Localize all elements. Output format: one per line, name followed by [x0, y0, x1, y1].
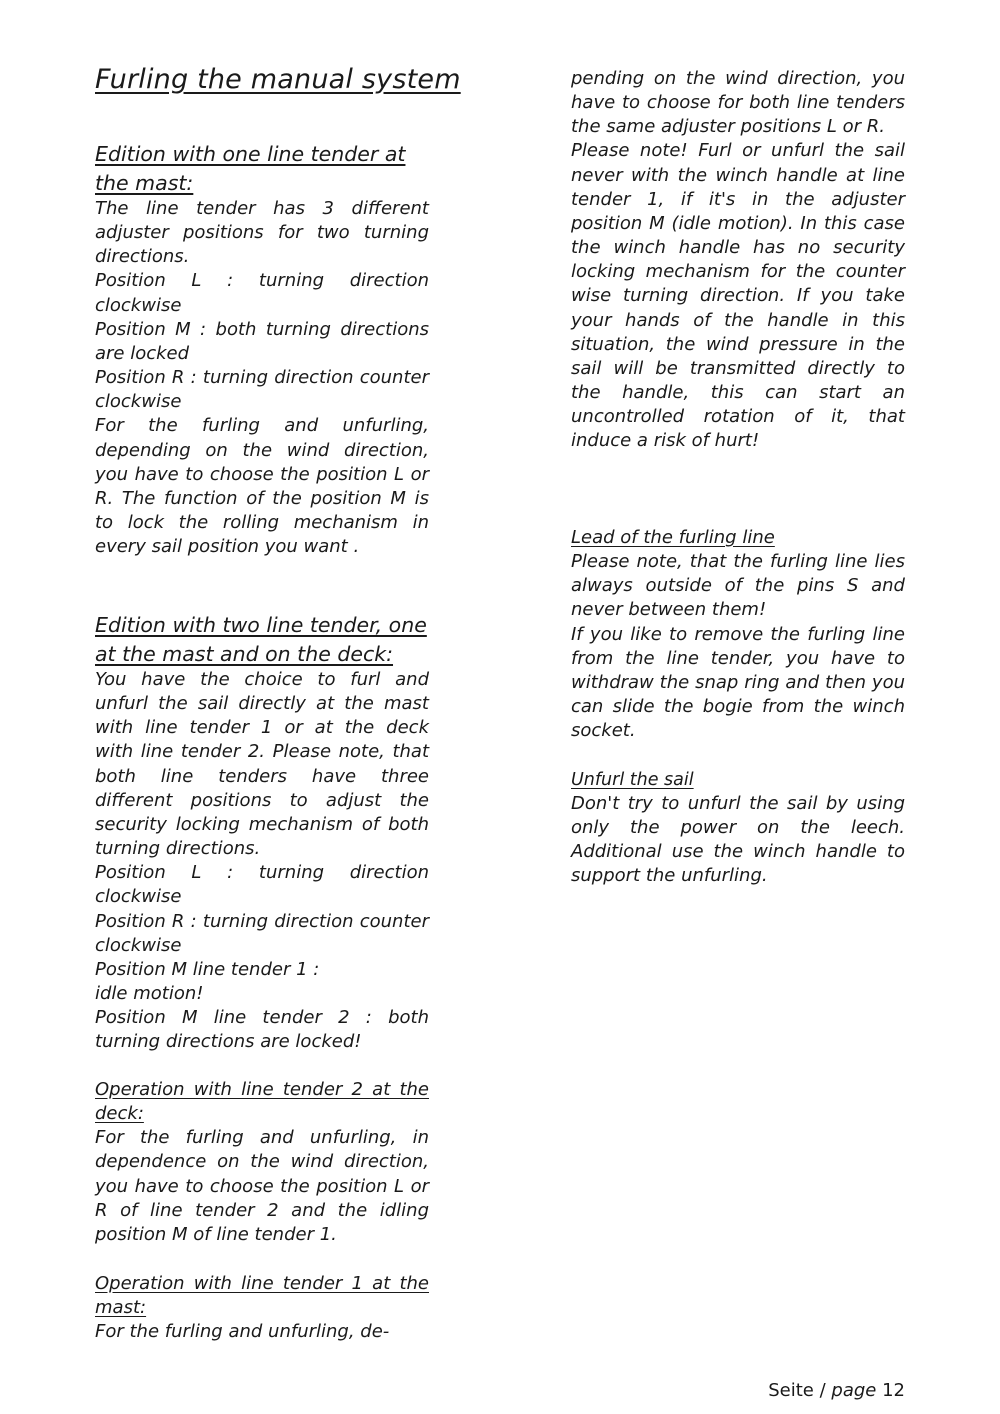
section-heading: Unfurl the sail: [571, 770, 694, 790]
paragraph: You have the choice to furl and unfurl the sail directly at the mast with line tender 1 or at the deck with line tender 2. Please note, that both line tenders have three different positions to adjust the security locking mechanism of both turning directions.: [95, 669, 429, 860]
paragraph: Position R : turning direction counter clockwise: [95, 910, 429, 956]
warning-paragraph: Please note! Furl or unfurl the sail never with the winch handle at line tender 1, if it's in the adjuster position M (idle motion). In this case the winch handle has no security locking mechanism for the counter wise turning direction. If you take your hands of the handle in this situation, the wind pressure in the sail will be transmitted directly to the handle, this can start an uncontrolled rotation of it, that induce a risk of hurt!: [571, 140, 905, 452]
section-operation-tender-2: [95, 1078, 429, 1247]
page-title: Furling the manual system: [95, 64, 461, 95]
paragraph: Position M line tender 2 : both turning directions are locked!: [95, 1007, 429, 1053]
section-heading: Edition with two line tender, one at the mast and on the deck:: [95, 613, 427, 666]
footer-page-word: page: [831, 1380, 877, 1401]
paragraph: Position R : turning direction counter clockwise: [95, 367, 429, 413]
paragraph: Position L : turning direction clockwise: [95, 270, 429, 316]
paragraph: For the furling and unfurling, depending on the wind direction, you have to choose the position L or R. The function of the position M is to lock the rolling mechanism in every sail position you want .: [95, 415, 429, 558]
section-heading: Lead of the furling line: [571, 527, 775, 548]
section-operation-tender-1: [95, 1272, 429, 1344]
paragraph: The line tender has 3 different adjuster positions for two turning directions.: [95, 198, 429, 268]
section-heading: Operation with line tender 1 at the mast:: [95, 1273, 429, 1319]
footer-seite: Seite: [768, 1380, 814, 1401]
page-footer: [768, 1380, 905, 1401]
paragraph: For the furling and unfurling, in dependence on the wind direction, you have to choose the position L or R of line tender 2 and the idling position M of line tender 1.: [95, 1127, 429, 1245]
paragraph: Position M line tender 1 :: [95, 958, 320, 980]
paragraph: If you like to remove the furling line from the line tender, you have to withdraw the snap ring and then you can slide the bogie from the winch socket.: [571, 623, 905, 742]
paragraph: Please note, that the furling line lies always outside of the pins S and never between them!: [571, 551, 905, 621]
paragraph: Position M : both turning directions are locked: [95, 318, 429, 364]
paragraph: idle motion!: [95, 983, 204, 1005]
section-heading: Edition with one line tender at the mast:: [95, 142, 406, 195]
footer-separator: /: [819, 1380, 826, 1401]
section-lead-furling-line: [571, 526, 905, 743]
page-number: 12: [882, 1380, 905, 1401]
section-unfurl-sail: [571, 768, 905, 889]
paragraph: pending on the wind direction, you have to choose for both line tenders the same adjuster positions L or R.: [571, 68, 905, 138]
paragraph: For the furling and unfurling, de-: [95, 1321, 390, 1343]
paragraph: Position L : turning direction clockwise: [95, 862, 429, 908]
section-two-line-tender: [95, 611, 429, 1055]
paragraph: Don't try to unfurl the sail by using only the power on the leech. Additional use the winch handle to support the unfurling.: [571, 793, 905, 887]
section-continuation: [571, 67, 905, 454]
section-heading: Operation with line tender 2 at the deck:: [95, 1079, 429, 1125]
section-one-line-tender: [95, 140, 429, 559]
